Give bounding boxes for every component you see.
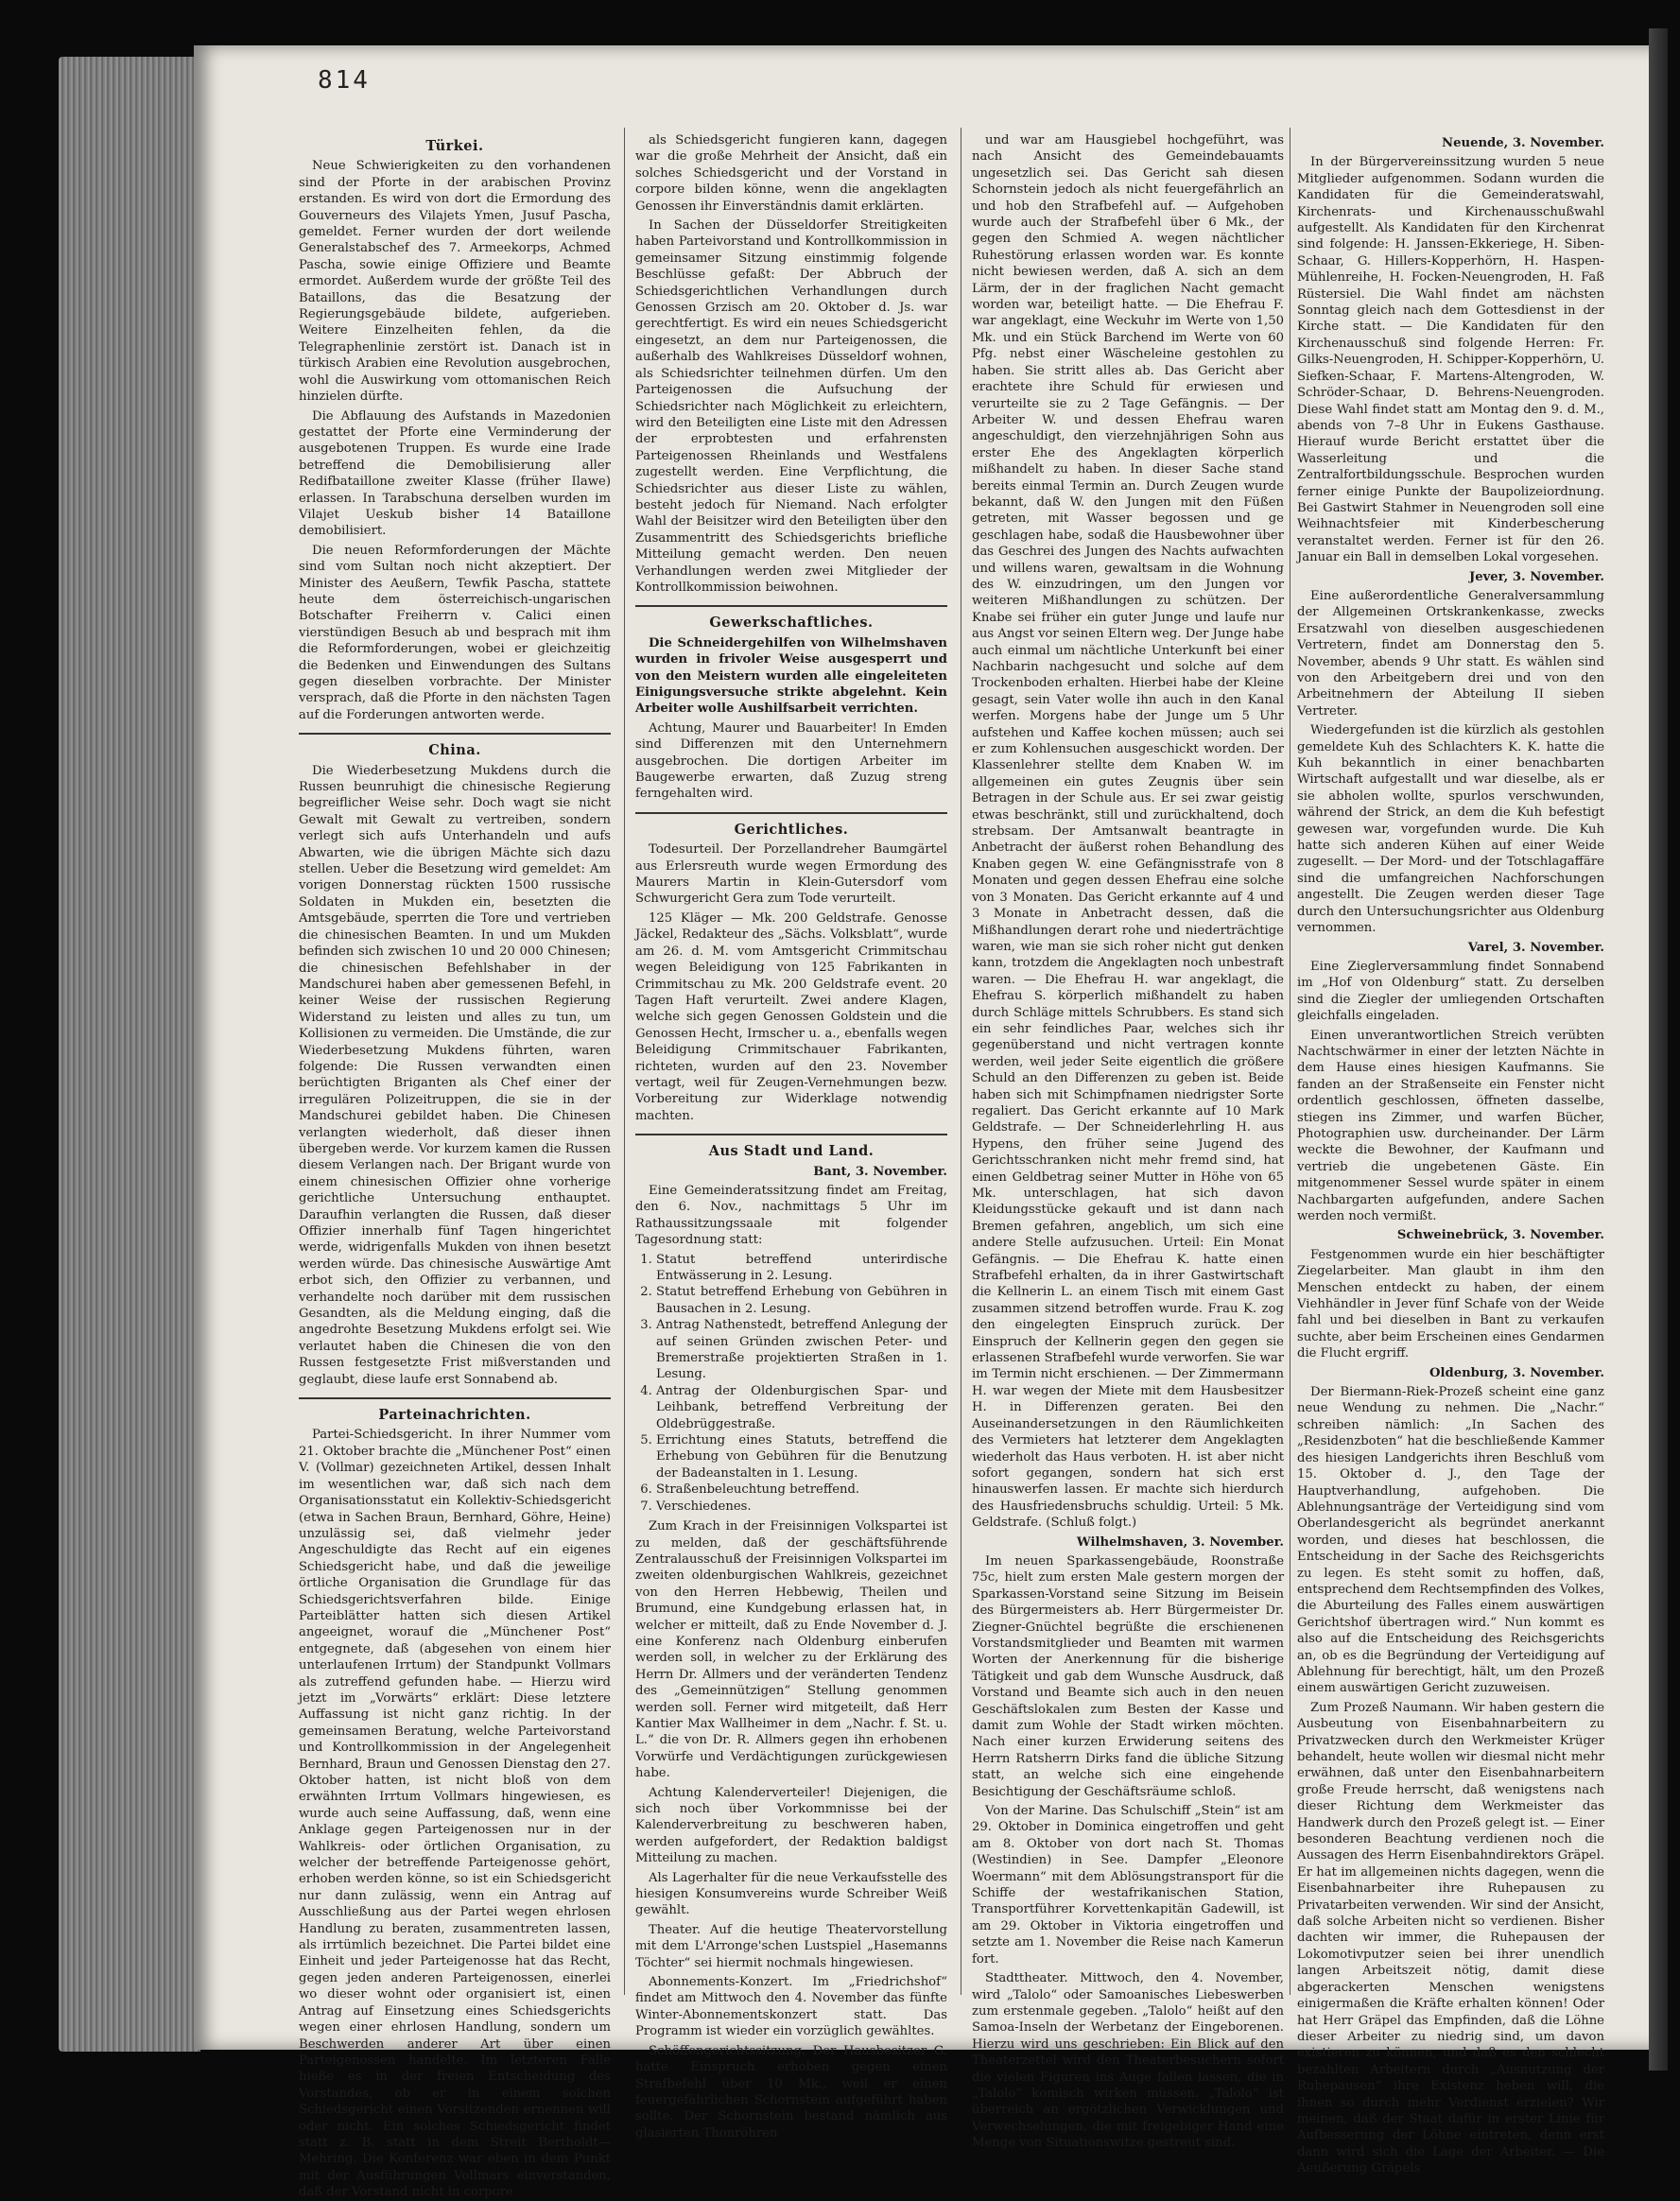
- article-paragraph: Als Lagerhalter für die neue Verkaufsstelle des hiesigen Konsumvereins wurde Schreiber Weiß gewählt.: [635, 1870, 947, 1918]
- article-paragraph: und war am Hausgiebel hochgeführt, was nach Ansicht des Gemeindebauamts ungesetzlich sei. Das Gericht sah diesen Schornstein jedoch als nicht feuergefährlich an und hob den Strafbefehl auf. — Aufgehoben wurde auch der Strafbefehl über 6 Mk., der gegen den Schmied A. wegen nächtlicher Ruhestörung erlassen worden war. Es konnte nicht bewiesen werden, daß A. sich an dem Lärm, der in der fraglichen Nacht gemacht worden war, beteiligt hatte. — Die Ehefrau F. war angeklagt, eine Weckuhr im Werte von 1,50 Mk. und ein Stück Barchend im Werte von 60 Pfg. nebst einer Wäscheleine gestohlen zu haben. Sie stritt alles ab. Das Gericht aber erachtete ihre Schuld für erwiesen und verurteilte sie zu 2 Tage Gefängnis. — Der Arbeiter W. und dessen Ehefrau waren angeschuldigt, den vierzehnjährigen Sohn aus erster Ehe des Angeklagten körperlich mißhandelt zu haben. In dieser Sache stand bereits einmal Termin an. Durch Zeugen wurde bekannt, daß W. den Jungen mit den Füßen getreten, mit Wasser begossen und ge geschlagen habe, sodaß die Hausbewohner über das Geschrei des Jungen des Nachts aufwachten und willens waren, gewaltsam in die Wohnung des W. einzudringen, um den Jungen vor weiteren Mißhandlungen zu schützen. Der Knabe sei früher ein guter Junge und laufe nur aus Angst vor seinen Eltern weg. Der Junge habe auch einmal um nächtliche Unterkunft bei einer Nachbarin nachgesucht und solche auf dem Trockenboden erhalten. Hierbei habe der Kleine gesagt, sein Vater wolle ihn auch in den Kanal werfen. Morgens habe der Junge um 5 Uhr aufstehen und Kaffee kochen müssen; auch sei er zum Kohlensuchen ausgeschickt worden. Der Klassenlehrer stellte dem Knaben W. im allgemeinen ein gutes Zeugnis über sein Betragen in der Schule aus. Er sei zwar geistig etwas beschränkt, still und zurückhaltend, doch strebsam. Der Amtsanwalt beantragte in Anbetracht der äußerst rohen Behandlung des Knaben gegen W. eine Gefängnisstrafe von 8 Monaten und gegen dessen Ehefrau eine solche von 3 Monaten. Das Gericht erkannte auf 4 und 3 Monate in Anbetracht dessen, daß die Mißhandlungen derart rohe und niederträchtige waren, wie man sie sich roher nicht gut denken kann, trotzdem die Angeklagten noch unbestraft waren. — Die Ehefrau H. war angeklagt, die Ehefrau S. körperlich mißhandelt zu haben durch Schläge mittels Schrubbers. Es stand sich ein sehr feindliches Paar, welches sich ihr gegenüberstand und nicht vertragen konnte werden, weil jeder Seite eigentlich die größere Schuld an den Differenzen zu geben ist. Beide haben sich mit Schimpfnamen niedrigster Sorte regaliert. Das Gericht erkannte auf 10 Mark Geldstrafe. — Der Schneiderlehrling H. aus Hypens, den früher seine Jugend des Gerichtsschranken nicht mehr fremd sind, hat einen Geldbetrag seiner Mutter in Höhe von 65 Mk. unterschlagen, hat sich davon Kleidungsstücke gekauft und ist dann nach Bremen gefahren, angeblich, um sich eine andere Stelle aufzusuchen. Urteil: Ein Monat Gefängnis. — Die Ehefrau K. hatte einen Strafbefehl erhalten, da in ihrer Gastwirtschaft die Kellnerin L. an einem Tisch mit einem Gast zusammen sitzend betroffen wurde. Frau K. zog den eingelegten Einspruch zurück. Der Einspruch der Kellnerin gegen den gegen sie erlassenen Strafbefehl wurde verworfen. Sie war im Termin nicht erschienen. — Der Zimmermann H. war wegen der Miete mit dem Hausbesitzer H. in Differenzen geraten. Bei den Auseinandersetzungen in den Räumlichkeiten des Vermieters hat letzterer dem Angeklagten wiederholt das Haus verboten. H. ist aber nicht sofort gegangen, sondern hat sich erst hinauswerfen lassen. Er machte sich hierdurch des Hausfriedensbruchs schuldig. Urteil: 5 Mk. Geldstrafe. (Schluß folgt.): [972, 133, 1284, 1531]
- article-paragraph: Die neuen Reformforderungen der Mächte sind vom Sultan noch nicht akzeptiert. Der Minister des Aeußern, Tewfik Pascha, stattete heute dem österreichisch-ungarischen Botschafter Freiherrn v. Calici einen vierstündigen Besuch ab und besprach mit ihm die Reformforderungen, wobei er gleichzeitig die Bedenken und Einwendungen des Sultans gegen dieselben vorbrachte. Der Minister versprach, daß die Pforte in den nächsten Tagen auf die Forderungen antworten werde.: [299, 543, 611, 722]
- article-paragraph: Eine Zieglerversammlung findet Sonnabend im „Hof von Oldenburg“ statt. Zu derselben sind die Ziegler der umliegenden Ortschaften gleichfalls eingeladen.: [1297, 959, 1604, 1024]
- agenda-item: 3. Antrag Nathenstedt, betreffend Anlegung der auf seinen Gründen zwischen Peter- und Bremerstraße projektierten Straßen in 1. Lesung.: [656, 1317, 947, 1383]
- book-binding-edge: [59, 57, 200, 2052]
- article-paragraph: Stadttheater. Mittwoch, den 4. November, wird „Talolo“ oder Samoanisches Liebeswerben zum erstenmale gegeben. „Talolo“ heißt auf den Samoa-Inseln der Werbetanz der Eingeborenen. Hierzu wird uns geschrieben: Ein Blick auf den Theaterzettel wird den Theaterbesuchern sofort die vielen Figuren ins Auge fallen lassen, die in „Talolo“ komisch wirken müssen. „Talolo“ ist überreich an ergötzlichen Verwicklungen und Verwechselungen, die mit freigebiger Hand eine Menge von Situationswitze gestreut sind.: [972, 1971, 1284, 2151]
- section-heading-tuerkei: Türkei.: [425, 138, 484, 154]
- section-heading-stadt-und-land: Aus Stadt und Land.: [635, 1134, 947, 1159]
- article-paragraph: Eine außerordentliche Generalversammlung der Allgemeinen Ortskrankenkasse, zwecks Ersatzwahl von dieselben ausgeschiedenen Vertretern, findet am Donnerstag den 5. November, abends 9 Uhr statt. Es wählen sind von den Arbeitgebern drei und von den Arbeitnehmern der Abteilung II sieben Vertreter.: [1297, 588, 1604, 719]
- column-1: [299, 132, 611, 2200]
- section-heading-gewerkschaftliches: Gewerkschaftliches.: [635, 605, 947, 631]
- agenda-item: 7. Verschiedenes.: [656, 1499, 947, 1515]
- agenda-item: 4. Antrag der Oldenburgischen Spar- und Leihbank, betreffend Verbreitung der Oldebrüggestraße.: [656, 1383, 947, 1432]
- agenda-item: 6. Straßenbeleuchtung betreffend.: [656, 1482, 947, 1498]
- article-paragraph: Einen unverantwortlichen Streich verübten Nachtschwärmer in einer der letzten Nächte in dem Hause eines hiesigen Kaufmanns. Sie fanden an der Straßenseite ein Fenster nicht ordentlich geschlossen, öffneten dasselbe, stiegen ins Zimmer, und warfen Bücher, Photographien usw. durcheinander. Der Lärm weckte die Bewohner, der Kaufmann und vertrieb die ungebetenen Gäste. Ein mitgenommener Sessel wurde später in einem Nachbargarten aufgefunden, andere Sachen werden noch vermißt.: [1297, 1028, 1604, 1223]
- agenda-item: 2. Statut betreffend Erhebung von Gebühren in Bausachen in 2. Lesung.: [656, 1284, 947, 1317]
- dateline: Varel, 3. November.: [1467, 940, 1604, 955]
- article-paragraph: Schöffengerichtssitzung. Der Hausbesitzer G. hatte Einspruch erhoben gegen einen Strafbefehl über 10 Mk., weil er einen feuergefährlichen Schornstein aufgeführt haben sollte. Der Schornstein bestand nämlich aus glasierten Thonröhren: [635, 2043, 947, 2140]
- article-paragraph: Die Abflauung des Aufstands in Mazedonien gestattet der Pforte eine Verminderung der ausgebotenen Truppen. Es wurde eine Irade betreffend die Demobilisierung aller Redifbataillone zweiter Klasse (früher Ilawe) erlassen. In Tarabschuna derselben wurden im Vilajet Ueskub bisher 14 Bataillone demobilisiert.: [299, 408, 611, 539]
- column-rule: [624, 128, 625, 1995]
- article-paragraph: Der Biermann-Riek-Prozeß scheint eine ganz neue Wendung zu nehmen. Die „Nachr.“ schreiben nämlich: „In Sachen des „Residenzboten“ hat die beschließende Kammer des hiesigen Landgerichts ihren Beschluß vom 15. Oktober d. J., den Tage der Hauptverhandlung, aufgehoben. Die Ablehnungsanträge der Verteidigung sind vom Oberlandesgericht als begründet anerkannt worden, und dieses hat beschlossen, die Entscheidung in der Sache des Reichsgerichts zu legen. Es steht somit zu hoffen, daß, entsprechend dem Rechtsempfinden des Volkes, die Aburteilung des Falles einem auswärtigen Gerichtshof übertragen wird.“ Nun kommt es also auf die Entscheidung des Reichsgerichts an, ob es die Begründung der Verteidigung auf Ablehnung für berechtigt, hält, um den Prozeß einem auswärtigen Gericht zuzuweisen.: [1297, 1385, 1604, 1696]
- article-paragraph: als Schiedsgericht fungieren kann, dagegen war die große Mehrheit der Ansicht, daß ein solches Schiedsgericht und der Vorstand in corpore bilden könne, wenn die angeklagten Genossen ihr Einverständnis damit erklärten.: [635, 133, 947, 214]
- article-paragraph: Von der Marine. Das Schulschiff „Stein“ ist am 29. Oktober in Dominica eingetroffen und geht am 8. Oktober von dort nach St. Thomas (Westindien) in See. Dampfer „Eleonore Woermann“ mit dem Ablösungstransport für die Schiffe der westafrikanischen Station, Transportführer Korvettenkapitän Gadewill, ist am 29. Oktober in Viktoria eingetroffen und setzte am 1. November die Reise nach Kamerun fort.: [972, 1804, 1284, 1967]
- article-paragraph: Im neuen Sparkassengebäude, Roonstraße 75c, hielt zum ersten Male gestern morgen der Sparkassen-Vorstand seine Sitzung im Beisein des Bürgermeisters ab. Herr Bürgermeister Dr. Ziegner-Gnüchtel begrüßte die erschienenen Vorstandsmitglieder und Beamten mit warmen Worten der Anerkennung für die bisherige Tätigkeit und gab dem Wunsche Ausdruck, daß Vorstand und Beamte sich auch in den neuen Geschäftslokalen zum Besten der Kasse und damit zum Wohle der Stadt wirken möchten. Nach einer kurzen Erwiderung seitens des Herrn Ratsherrn Dirks fand die übliche Sitzung statt, an welche sich eine eingehende Besichtigung der Geschäftsräume schloß.: [972, 1553, 1284, 1799]
- article-paragraph: Achtung Kalenderverteiler! Diejenigen, die sich noch über Vorkommnisse bei der Kalenderverbreitung zu beschweren haben, werden aufgefordert, der Redaktion baldigst Mitteilung zu machen.: [635, 1785, 947, 1866]
- section-heading-gerichtliches: Gerichtliches.: [635, 812, 947, 838]
- section-heading-china: China.: [299, 733, 611, 758]
- article-paragraph: Abonnements-Konzert. Im „Friedrichshof“ findet am Mittwoch den 4. November das fünfte Winter-Abonnementskonzert statt. Das Programm ist wieder ein vorzüglich gewähltes.: [635, 1975, 947, 2039]
- page-number: 814: [318, 66, 371, 95]
- column-2: [635, 132, 947, 2140]
- article-paragraph: Partei-Schiedsgericht. In ihrer Nummer vom 21. Oktober brachte die „Münchener Post“ einen V. (Vollmar) gezeichneten Artikel, dessen Inhalt im wesentlichen war, daß sich nach dem Organisationsstatut ein Kollektiv-Schiedsgericht (etwa in Sachen Braun, Bernhard, Göhre, Heine) unzulässig sei, daß vielmehr jeder Angeschuldigte das Recht auf ein eigenes Schiedsgericht habe, und daß die jeweilige örtliche Organisation die Grundlage für das Schiedsgerichtsverfahren bilde. Einige Parteiblätter hatten sich diesen Artikel angeeignet, worauf die „Münchener Post“ entgegnete, daß (abgesehen von einem hier unterlaufenen Irrtum) der Standpunkt Vollmars als zutreffend gefunden habe. — Hierzu wird jetzt im „Vorwärts“ erklärt: Diese letztere Auffassung ist nicht ganz richtig. In der gemeinsamen Beratung, welche Parteivorstand und Kontrollkommission in der Angelegenheit Bernhard, Braun und Genossen Dienstag den 27. Oktober hatten, ist nicht bloß von dem erwähnten Irrtum Vollmars hingewiesen, es wurde auch seine Auffassung, daß, wenn eine Anklage gegen Parteigenossen nur in der Wahlkreis- oder örtlichen Organisation, zu welcher der betreffende Parteigenosse gehört, erhoben werden könne, so ist ein Schiedsgericht nur dann zulässig, wenn ein Antrag auf Ausschließung aus der Partei wegen ehrlosen Handlung zu beraten, zusammentreten lassen, als irrtümlich bezeichnet. Die Partei bildet eine Einheit und jeder Parteigenosse hat das Recht, gegen jeden anderen Parteigenossen, einerlei wo dieser wohnt oder organisiert ist, einen Antrag auf Einsetzung eines Schiedsgerichts wegen einer ehrlosen Handlung, sondern um Beschwerden anderer Art über einen Parteigenossen handelte. Im letzteren Falle hieße es in der freien Entscheidung des Vorstandes, ob er in einem solchen Schiedsgericht einen Vorsitzenden ernennen will oder nicht. Ein solches Schiedsgericht findet statt z. B. statt in dem Streit Bertholdt—Mehring. Die Konferenz war eben in dem Punkt mit der Ausführungen Vollmars einverstanden, daß der Vorstand nicht in corpore: [299, 1428, 611, 2200]
- article-paragraph: 125 Kläger — Mk. 200 Geldstrafe. Genosse Jäckel, Redakteur des „Sächs. Volksblatt“, wurde am 26. d. M. vom Amtsgericht Crimmitschau wegen Beleidigung von 125 Fabrikanten in Crimmitschau zu Mk. 200 Geldstrafe event. 20 Tagen Haft verurteilt. Zwei andere Klagen, welche sich gegen Genossen Goldstein und die Genossen Hecht, Irmscher u. a., ebenfalls wegen Beleidigung Crimmitschauer Fabrikanten, richteten, wurden auf den 23. November vertagt, weil für Zeugen-Vernehmungen bezw. Vorbereitung zur Widerklage notwendig machten.: [635, 910, 947, 1123]
- agenda-item: 5. Errichtung eines Statuts, betreffend die Erhebung von Gebühren für die Benutzung der Badeanstalten in 1. Lesung.: [656, 1432, 947, 1482]
- dateline: Jever, 3. November.: [1468, 569, 1604, 584]
- article-paragraph: Zum Prozeß Naumann. Wir haben gestern die Ausbeutung von Eisenbahnarbeitern zu Privatzwecken durch den Werkmeister Krüger behandelt, heute wollen wir diesmal nicht mehr erwähnen, daß unter den Eisenbahnarbeitern große Freude herrscht, daß wenigstens nach dieser Richtung dem Werkmeister das Handwerk durch den Prozeß gelegt ist. — Einer besonderen Beachtung verdienen noch die Aussagen des Herrn Eisenbahndirektors Gräpel. Er hat im allgemeinen nichts dagegen, wenn die Eisenbahnarbeiter ihre Ruhepausen zu Privatarbeiten verwenden. Wir sind der Ansicht, daß solche Arbeiten nicht so verdienen. Bisher dachten wir immer, die Ruhepausen der Lokomotivputzer seien bei ihrer unendlich langen Arbeitszeit nötig, damit diese abgerackerten Menschen wenigstens einigermaßen die Kräfte erhalten können! Oder hat Herr Gräpel das Empfinden, daß die Löhne dieser Arbeiter zu niedrig sind, um davon existieren zu können, und daß es den schlecht bezahlten Arbeitern durch „Ausnutzung der Ruhepausen“ ihre Existenz heben will, die ihnen so durch mehr Verdienst erzielen? Wir meinen, daß der Staat dafür in erster Linie für Aufbesserung der Löhne eintreten, denn erst dann wird sich die Lage der Arbeiter. — Die Aeußerung Gräpels: [1297, 1700, 1604, 2176]
- dateline: Oldenburg, 3. November.: [1429, 1365, 1604, 1380]
- dateline: Neuende, 3. November.: [1442, 136, 1604, 150]
- article-paragraph: Zum Krach in der Freisinnigen Volkspartei ist zu melden, daß der geschäftsführende Zentralausschuß der Freisinnigen Volkspartei im zweiten oldenburgischen Wahlkreis, gezeichnet von den Herren Hebbewig, Theilen und Brumund, eine Kundgebung erlassen hat, in welcher er mitteilt, daß zu Ende November d. J. eine Konferenz nach Oldenburg einberufen werden soll, in welcher zu der Erklärung des Herrn Dr. Allmers und der veränderten Tendenz des „Gemeinnützigen“ Stellung genommen werden soll. Ferner wird mitgeteilt, daß Herr Kantier Max Wallheimer in dem „Nachr. f. St. u. L.“ die von Dr. R. Allmers gegen ihn erhobenen Vorwürfe und Verdächtigungen zurückgewiesen habe.: [635, 1519, 947, 1781]
- page-right-edge: [1649, 28, 1668, 2071]
- agenda-list: [635, 1252, 947, 1516]
- article-paragraph: In der Bürgervereinssitzung wurden 5 neue Mitglieder aufgenommen. Sodann wurden die Kandidaten für die Gemeinderatswahl, Kirchenrats- und Kirchenausschußwahl aufgestellt. Als Kandidaten für den Kirchenrat sind folgende: H. Janssen-Ekkeriege, H. Siben-Schaar, G. Hillers-Kopperhörn, H. Haspen-Mühlenreihe, H. Focken-Neuengroden, H. Faß Rüstersiel. Die Wahl findet am nächsten Sonntag gleich nach dem Gottesdienst in der Kirche statt. — Die Kandidaten für den Kirchenausschuß sind folgende Herren: Fr. Gilks-Neuengroden, H. Schipper-Kopperhörn, U. Siefken-Schaar, F. Martens-Altengroden, W. Schröder-Schaar, D. Behrens-Neuengroden. Diese Wahl findet statt am Montag den 9. d. M., abends von 7–8 Uhr in Eukens Gasthause. Hierauf wurde Bericht erstattet über die Wasserleitung und die Zentralfortbildungsschule. Besprochen wurden ferner einige Punkte der Baupolizeiordnung. Bei Gastwirt Stahmer in Neuengroden soll eine Weihnachtsfeier mit Kinderbescherung veranstaltet werden. Ferner ist für den 26. Januar ein Ball in demselben Lokal vorgesehen.: [1297, 155, 1604, 565]
- dateline: Wilhelmshaven, 3. November.: [1076, 1534, 1284, 1550]
- article-paragraph: Festgenommen wurde ein hier beschäftigter Ziegelarbeiter. Man glaubt in ihm den Menschen entdeckt zu haben, der einem Viehhändler in Jever fünf Schafe von der Weide fahl und bei dieselben in Bant zu verkaufen suchte, aber beim Erscheinen eines Gendarmen die Flucht ergriff.: [1297, 1247, 1604, 1361]
- column-3: [972, 132, 1284, 2151]
- article-paragraph: Achtung, Maurer und Bauarbeiter! In Emden sind Differenzen mit den Unternehmern ausgebrochen. Die dortigen Arbeiter im Baugewerbe erwarten, daß Zuzug streng ferngehalten wird.: [635, 720, 947, 802]
- article-paragraph: Theater. Auf die heutige Theatervorstellung mit dem L'Arronge'schen Lustspiel „Hasemanns Töchter“ sei hiermit nochmals hingewiesen.: [635, 1922, 947, 1970]
- dateline: Schweinebrück, 3. November.: [1396, 1228, 1604, 1243]
- article-paragraph: Eine Gemeinderatssitzung findet am Freitag, den 6. Nov., nachmittags 5 Uhr im Rathaussitzungssaale mit folgender Tagesordnung statt:: [635, 1183, 947, 1248]
- article-paragraph: Neue Schwierigkeiten zu den vorhandenen sind der Pforte in der arabischen Provinz erstanden. Es wird von dort die Ermordung des Gouverneurs des Vilajets Ymen, Jusuf Pascha, gemeldet. Ferner wurden der dort weilende Generalstabschef des 7. Armeekorps, Achmed Pascha, sowie einige Offiziere und Beamte ermordet. Außerdem wurde der größte Teil des Bataillons, das die Besatzung der Regierungsgebäude bildete, aufgerieben. Weitere Einzelheiten fehlen, da die Telegraphenlinie zerstört ist. Danach ist in türkisch Arabien eine Revolution ausgebrochen, wohl die Auswirkung vom ottomanischen Reich hinzielen dürfte.: [299, 159, 611, 405]
- column-4: [1297, 132, 1604, 2176]
- article-paragraph: Todesurteil. Der Porzellandreher Baumgärtel aus Erlersreuth wurde wegen Ermordung des Maurers Martin in Klein-Gutersdorf vom Schwurgericht Gera zum Tode verurteilt.: [635, 842, 947, 907]
- article-paragraph: Die Schneidergehilfen von Wilhelmshaven wurden in frivoler Weise ausgesperrt und von den Meistern wurden alle eingeleiteten Einigungsversuche strikte abgelehnt. Kein Arbeiter wolle Aushilfsarbeit verrichten.: [635, 635, 947, 717]
- section-heading-parteinachrichten: Parteinachrichten.: [299, 1397, 611, 1423]
- article-paragraph: Wiedergefunden ist die kürzlich als gestohlen gemeldete Kuh des Schlachters K. K. hatte die Kuh bekanntlich in einer benachbarten Wirtschaft aufgestallt und war dieselbe, als er sie abholen wollte, spurlos verschwunden, während der Strick, an dem die Kuh befestigt gewesen war, vorgefunden wurde. Die Kuh hatte sich anderen Kühen auf einer Weide zugesellt. — Der Mord- und der Totschlagaffäre sind die umfangreichen Nachforschungen angestellt. Die Zeugen werden dieser Tage durch den Untersuchungsrichter aus Oldenburg vernommen.: [1297, 723, 1604, 936]
- article-paragraph: In Sachen der Düsseldorfer Streitigkeiten haben Parteivorstand und Kontrollkommission in gemeinsamer Sitzung einstimmig folgende Beschlüsse gefaßt: Der Abbruch der Schiedsgerichtlichen Verhandlungen durch Genossen Grzisch am 20. Oktober d. Js. war gerechtfertigt. Es wird ein neues Schiedsgericht eingesetzt, an dem nur Parteigenossen, die außerhalb des Wahlkreises Düsseldorf wohnen, als Schiedsrichter teilnehmen dürfen. Um den Parteigenossen die Aufsuchung der Schiedsrichter nach Möglichkeit zu erleichtern, wird den Beteiligten eine Liste mit den Adressen der erprobtesten und erfahrensten Parteigenossen Rheinlands und Westfalens zugestellt werden. Eine Verpflichtung, die Schiedsrichter aus dieser Liste zu wählen, besteht jedoch für Niemand. Nach erfolgter Wahl der Beisitzer wird den Beteiligten über den Zusammentritt des Schiedsgerichts briefliche Mitteilung gemacht werden. Den neuen Verhandlungen werden zwei Mitglieder der Kontrollkommission beiwohnen.: [635, 218, 947, 595]
- article-paragraph: Die Wiederbesetzung Mukdens durch die Russen beunruhigt die chinesische Regierung begreiflicher Weise sehr. Doch wagt sie nicht Gewalt mit Gewalt zu vertreiben, sondern verlegt sich aufs Unterhandeln und aufs Abwarten, wie die übrigen Mächte sich dazu stellen. Ueber die Besetzung wird gemeldet: Am vorigen Donnerstag rückten 1500 russische Soldaten in Mukden ein, besetzten die Amtsgebäude, sperrten die Tore und vertrieben die chinesischen Beamten. In und um Mukden befinden sich zwischen 10 und 20 000 Chinesen; die chinesischen Befehlshaber in der Mandschurei haben aber gemessenen Befehl, in keiner Weise der russischen Regierung Widerstand zu leisten und alles zu tun, um Kollisionen zu vermeiden. Die Umstände, die zur Wiederbesetzung Mukdens führten, waren folgende: Die Russen verwandten einen berüchtigten Briganten als Chef einer der irregulären Polizeitruppen, die sie in der Mandschurei gebildet haben. Die Chinesen verlangten wiederholt, daß dieser ihnen übergeben werde. Vor kurzem kamen die Russen diesem Verlangen nach. Der Brigant wurde von einem chinesischen Offizier ohne vorherige gerichtliche Untersuchung enthauptet. Daraufhin verlangten die Russen, daß dieser Offizier innerhalb fünf Tagen hingerichtet werde, widrigenfalls Mukden von ihnen besetzt werden würde. Das chinesische Auswärtige Amt erbot sich, den Offizier zu verbannen, und verhandelte noch darüber mit dem russischen Gesandten, als die Meldung einging, daß die angedrohte Besetzung Mukdens erfolgt sei. Wie verlautet haben die Chinesen die von den Russen festgesetzte Frist mißverstanden und geglaubt, diese laufe erst Sonnabend ab.: [299, 763, 611, 1387]
- agenda-item: 1. Statut betreffend unterirdische Entwässerung in 2. Lesung.: [656, 1252, 947, 1285]
- dateline: Bant, 3. November.: [813, 1164, 947, 1179]
